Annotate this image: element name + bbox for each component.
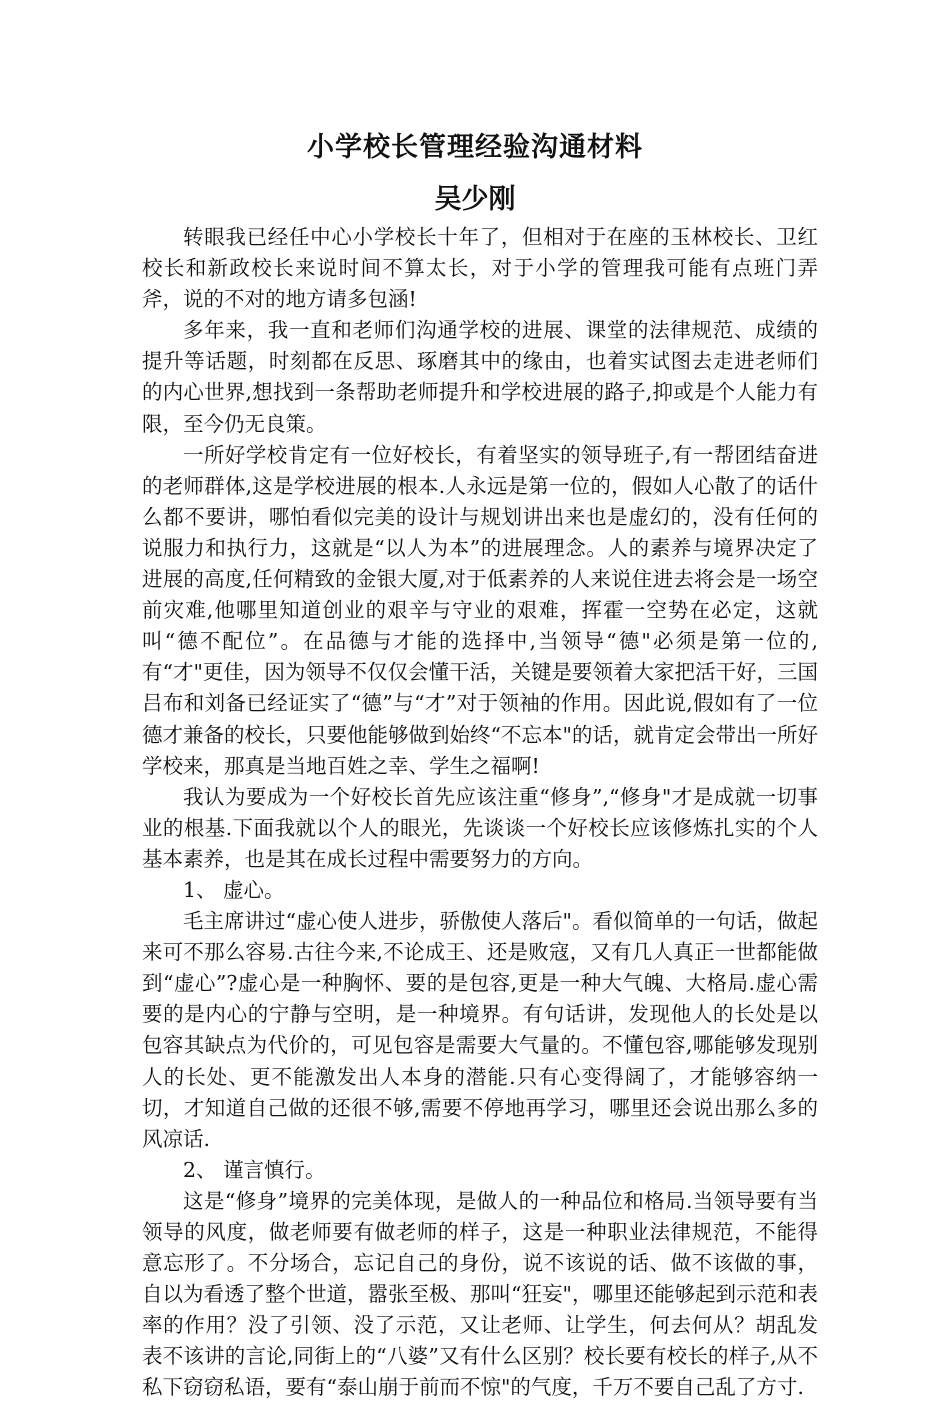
section-heading-prudence: 2、 谨言慎行。	[183, 1157, 326, 1182]
paragraph-prudence: 这是“修身”境界的完美体现，是做人的一种品位和格局.当领导要有当领导的风度，做老师要有做老师的样子，这是一种职业法律规范，不能得意忘形了。不分场合，忘记自己的身份，说不该说的话、做不该做的事，自以为看透了整个世道，嚣张至极、那叫“狂妄"，哪里还能够起到示范和表率的作用？没了引领、没了示范，又让老师、让学生，何去何从？胡乱发表不该讲的言论,同街上的“八婆”又有什么区别？校长要有校长的样子,从不私下窃窃私语，要有“泰山崩于前而不惊"的气度，千万不要自己乱了方寸.	[142, 1188, 818, 1400]
paragraph-reflection: 多年来，我一直和老师们沟通学校的进展、课堂的法律规范、成绩的提升等话题，时刻都在反思、琢磨其中的缘由，也着实试图去走进老师们的内心世界,想找到一条帮助老师提升和学校进展的路子,抑或是个人能力有限，至今仍无良策。	[142, 318, 818, 436]
paragraph-self-cultivation: 我认为要成为一个好校长首先应该注重“修身”,“修身"才是成就一切事业的根基.下面我就以个人的眼光，先谈谈一个好校长应该修炼扎实的个人基本素养，也是其在成长过程中需要努力的方向。	[142, 784, 818, 871]
paragraph-intro: 转眼我已经任中心小学校长十年了，但相对于在座的玉林校长、卫红校长和新政校长来说时间不算太长，对于小学的管理我可能有点班门弄斧，说的不对的地方请多包涵!	[142, 225, 818, 312]
document-author: 吴少刚	[434, 184, 516, 215]
paragraph-humility: 毛主席讲过“虚心使人进步，骄傲使人落后"。看似简单的一句话，做起来可不那么容易.古往今来,不论成王、还是败寇，又有几人真正一世都能做到“虚心”?虚心是一种胸怀、要的是包容,更是一种大气魄、大格局.虚心需要的是内心的宁静与空明，是一种境界。有句话讲，发现他人的长处是以包容其缺点为代价的，可见包容是需要大气量的。不懂包容,哪能够发现别人的长处、更不能激发出人本身的潜能.只有心变得阔了，才能够容纳一切，才知道自己做的还很不够,需要不停地再学习，哪里还会说出那么多的风凉话.	[142, 909, 818, 1151]
document-body	[142, 222, 818, 1404]
section-heading-humility: 1、 虚心。	[183, 877, 285, 902]
document-title: 小学校长管理经验沟通材料	[307, 132, 643, 163]
paragraph-good-school: 一所好学校肯定有一位好校长，有着坚实的领导班子,有一帮团结奋进的老师群体,这是学校进展的根本.人永远是第一位的，假如人心散了的话什么都不要讲，哪怕看似完美的设计与规划讲出来也是虚幻的，没有任何的说服力和执行力，这就是“以人为本”的进展理念。人的素养与境界决定了进展的高度,任何精致的金银大厦,对于低素养的人来说住进去将会是一场空前灾难,他哪里知道创业的艰辛与守业的艰难，挥霍一空势在必定，这就叫“德不配位”。在品德与才能的选择中,当领导“德"必须是第一位的,有“才"更佳，因为领导不仅仅会懂干活，关键是要领着大家把活干好，三国吕布和刘备已经证实了“德”与“才”对于领袖的作用。因此说,假如有了一位德才兼备的校长，只要他能够做到始终“不忘本"的话，就肯定会带出一所好学校来，那真是当地百姓之幸、学生之福啊!	[142, 442, 818, 778]
